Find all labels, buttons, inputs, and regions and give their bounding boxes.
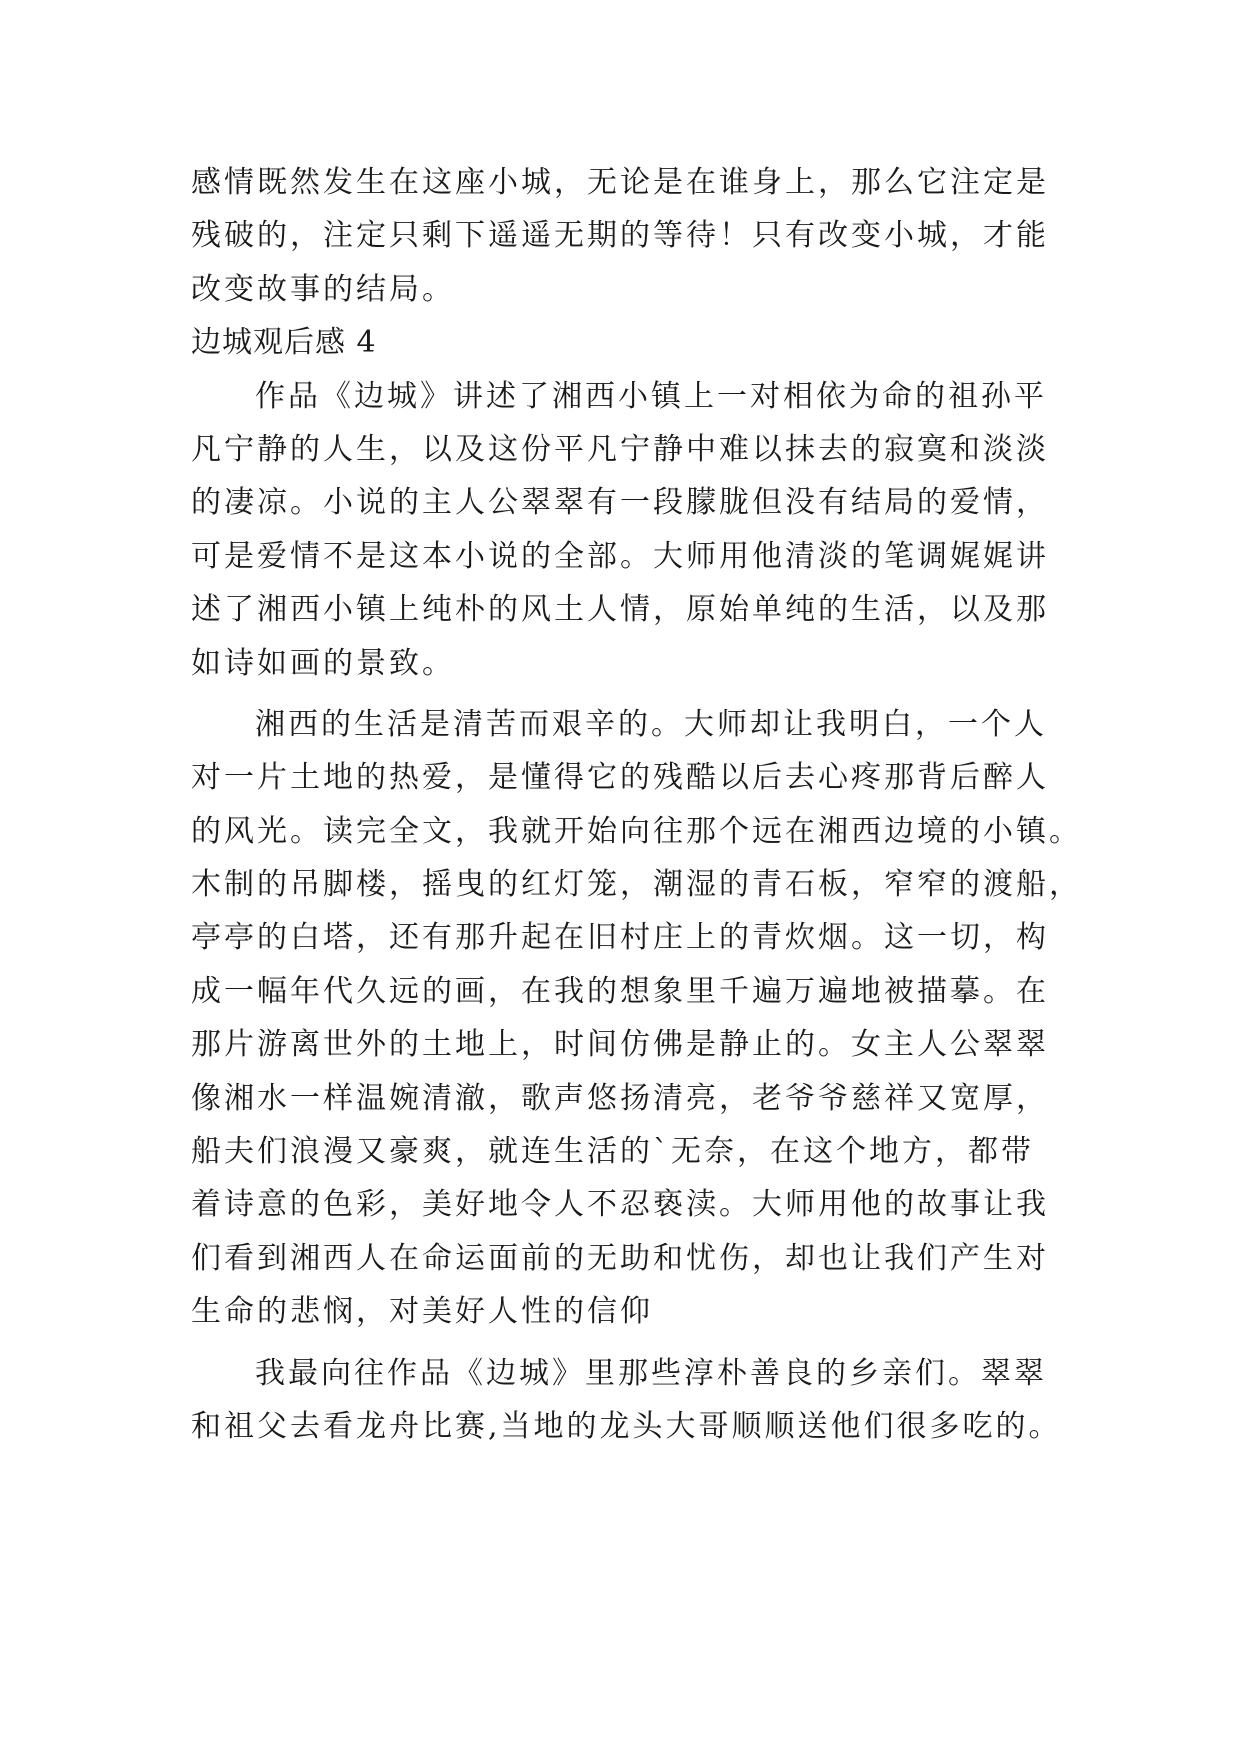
paragraph-spacer (191, 1339, 1053, 1347)
paragraph-3 (191, 1347, 1062, 1454)
text-line: 对一片土地的热爱，是懂得它的残酷以后去心疼那背后醉人 (191, 760, 1049, 796)
text-line: 湘西的生活是清苦而艰辛的。大师却让我明白，一个人 (255, 706, 1047, 742)
text-line: 和祖父去看龙舟比赛,当地的龙头大哥顺顺送他们很多吃的。 (191, 1408, 1062, 1444)
text-line: 像湘水一样温婉清澈，歌声悠扬清亮，老爷爷慈祥又宽厚， (191, 1080, 1049, 1116)
text-line: 如诗如画的景致。 (191, 645, 455, 681)
text-line: 的风光。读完全文，我就开始向往那个远在湘西边境的小镇。 (191, 813, 1082, 849)
text-line: 亭亭的白塔，还有那升起在旧村庄上的青炊烟。这一切，构 (191, 920, 1049, 956)
section-heading: 边城观后感 4 (191, 325, 377, 361)
text-line: 们看到湘西人在命运面前的无助和忧伤，却也让我们产生对 (191, 1240, 1049, 1276)
text-line: 木制的吊脚楼，摇曳的红灯笼，潮湿的青石板，窄窄的渡船， (191, 867, 1082, 903)
text-line: 那片游离世外的土地上，时间仿佛是静止的。女主人公翠翠 (191, 1027, 1049, 1063)
text-line: 感情既然发生在这座小城，无论是在谁身上，那么它注定是 (191, 165, 1049, 200)
text-line: 的凄凉。小说的主人公翠翠有一段朦胧但没有结局的爱情， (191, 485, 1049, 521)
paragraph-spacer (191, 690, 1053, 698)
text-line: 可是爱情不是这本小说的全部。大师用他清淡的笔调娓娓讲 (191, 538, 1049, 574)
text-line: 改变故事的结局。 (191, 271, 455, 307)
paragraph-1 (191, 370, 1053, 690)
text-line: 船夫们浪漫又豪爽，就连生活的`无奈，在这个地方，都带 (191, 1134, 1034, 1170)
text-line: 着诗意的色彩，美好地令人不忍亵渎。大师用他的故事让我 (191, 1187, 1049, 1223)
document-body (191, 156, 1082, 1453)
text-line: 我最向往作品《边城》里那些淳朴善良的乡亲们。翠翠 (255, 1355, 1047, 1391)
intro-paragraph (191, 156, 1053, 316)
paragraph-2 (191, 698, 1082, 1339)
text-line: 成一幅年代久远的画，在我的想象里千遍万遍地被描摹。在 (191, 973, 1049, 1009)
text-line: 生命的悲悯，对美好人性的信仰 (191, 1294, 653, 1330)
text-line: 作品《边城》讲述了湘西小镇上一对相依为命的祖孙平 (255, 378, 1047, 414)
text-line: 述了湘西小镇上纯朴的风土人情，原始单纯的生活，以及那 (191, 592, 1049, 628)
text-line: 凡宁静的人生，以及这份平凡宁静中难以抹去的寂寞和淡淡 (191, 431, 1049, 467)
text-line: 残破的，注定只剩下遥遥无期的等待！只有改变小城，才能 (191, 218, 1049, 254)
